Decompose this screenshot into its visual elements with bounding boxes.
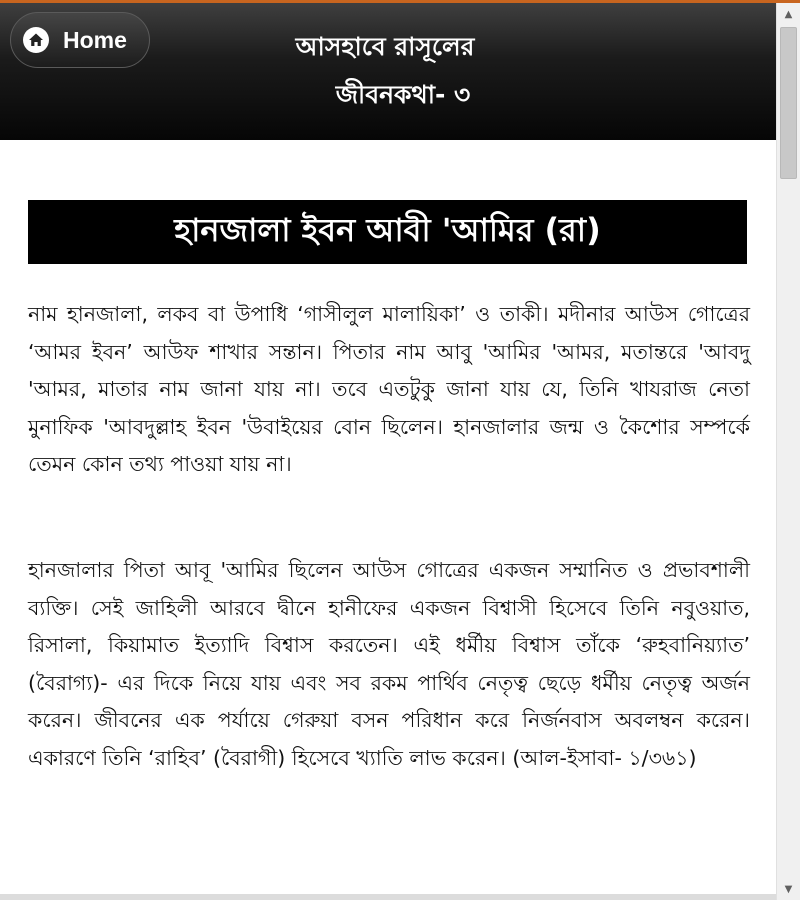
article-paragraph: হানজালার পিতা আবূ 'আমির ছিলেন আউস গোত্রের একজন সম্মানিত ও প্রভাবশালী ব্যক্তি। সেই জাহিলী আরবে দ্বীনে হানীফের একজন বিশ্বাসী হিসেবে তিনি নবুওয়াত, রিসালা, কিয়ামাত ইত্যাদি বিশ্বাস করতেন। এই ধর্মীয় বিশ্বাস তাঁকে ‘রুহবানিয়্যাত’ (বৈরাগ্য)- এর দিকে নিয়ে যায় এবং সব রকম পার্থিব নেতৃত্ব ছেড়ে ধর্মীয় নেতৃত্ব অর্জন করেন। জীবনের এক পর্যায়ে গেরুয়া বসন পরিধান করে নির্জনবাস অবলম্বন করেন। একারণে তিনি ‘রাহিব’ (বৈরাগী) হিসেবে খ্যাতি লাভ করেন। (আল-ইসাবা- ১/৩৬১): [28, 558, 750, 770]
home-button-label: Home: [63, 26, 127, 53]
vertical-scrollbar[interactable]: [776, 3, 800, 900]
page-title-line-2: জীবনকথা- ৩: [335, 80, 471, 109]
header-bar: [0, 3, 776, 140]
home-icon: [23, 27, 49, 53]
scrollbar-thumb[interactable]: [780, 27, 797, 179]
article-paragraph: নাম হানজালা, লকব বা উপাধি ‘গাসীলুল মালায়িকা’ ও তাকী। মদীনার আউস গোত্রের ‘আমর ইবন’ আউফ শাখার সন্তান। পিতার নাম আবু 'আমির 'আমর, মতান্তরে 'আবদু 'আমর, মাতার নাম জানা যায় না। তবে এতটুকু জানা যায় যে, তিনি খাযরাজ নেতা মুনাফিক 'আবদুল্লাহ ইবন 'উবাইয়ের বোন ছিলেন। হানজালার জন্ম ও কৈশোর সম্পর্কে তেমন কোন তথ্য পাওয়া যায় না।: [28, 302, 750, 476]
arrow-up-icon[interactable]: ▲: [784, 8, 793, 20]
bottom-edge: [0, 894, 776, 900]
page-title-line-1: আসহাবে রাসূলের: [295, 32, 475, 61]
article-content: [0, 140, 776, 900]
page-title: [170, 23, 600, 119]
article-title: হানজালা ইবন আবী 'আমির (রা): [28, 200, 747, 264]
home-button[interactable]: [10, 12, 150, 68]
arrow-down-icon[interactable]: ▼: [784, 883, 793, 895]
